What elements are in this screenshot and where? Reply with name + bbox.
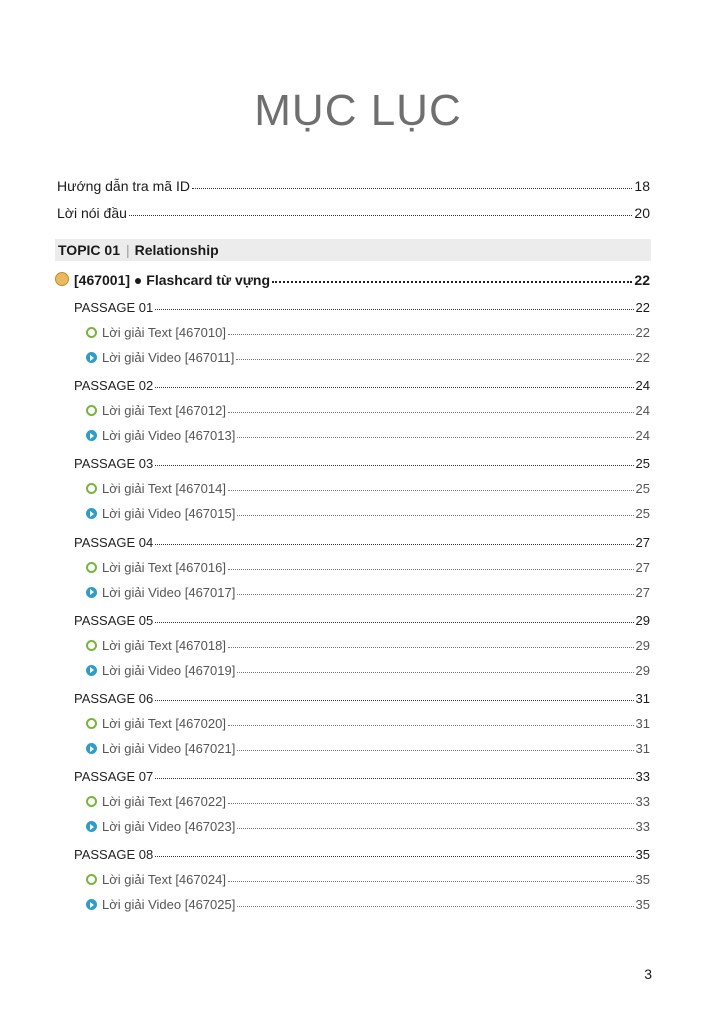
toc-entry-label: [467001] ● Flashcard từ vựng <box>55 271 270 288</box>
dot-leader <box>155 847 633 858</box>
dot-leader <box>272 271 632 284</box>
dot-leader <box>228 324 634 335</box>
toc-page-number: 29 <box>635 662 650 678</box>
toc-page-number: 24 <box>635 403 650 419</box>
toc-entry-passage[interactable] <box>74 456 650 471</box>
toc-entry-label: Lời nói đầu <box>57 205 127 221</box>
toc-page-number: 25 <box>635 481 650 497</box>
toc-entry-text-solution[interactable] <box>86 325 650 340</box>
text-solution-icon <box>86 327 97 338</box>
toc-page-number: 31 <box>635 716 650 731</box>
toc-page-number: 35 <box>635 847 650 863</box>
video-play-icon <box>86 899 97 910</box>
toc-entry-label: PASSAGE 03 <box>74 456 154 472</box>
toc-entry-text-solution[interactable] <box>86 403 650 418</box>
toc-entry-label: Lời giải Text [467018] <box>86 638 226 653</box>
dot-leader <box>155 299 633 310</box>
toc-page-number: 29 <box>635 612 650 628</box>
dot-leader <box>237 818 633 829</box>
topic-name: Relationship <box>134 242 219 258</box>
toc-entry-label: Lời giải Video [467015] <box>86 506 235 521</box>
text-solution-icon <box>86 562 97 573</box>
dot-leader <box>236 349 633 360</box>
toc-entry-label: Hướng dẫn tra mã ID <box>57 178 190 194</box>
dot-leader <box>155 534 633 545</box>
toc-entry-label: Lời giải Video [467011] <box>86 350 234 365</box>
toc-entry-passage[interactable] <box>74 535 650 550</box>
topic-separator: | <box>126 242 130 258</box>
dot-leader <box>155 456 633 467</box>
toc-page-number: 24 <box>635 428 650 444</box>
dot-leader <box>237 584 633 595</box>
toc-entry-label: Lời giải Video [467023] <box>86 819 235 834</box>
toc-page-number: 31 <box>635 741 650 756</box>
toc-entry-label: Lời giải Text [467012] <box>86 403 226 418</box>
video-play-icon <box>86 430 97 441</box>
toc-entry-text-solution[interactable] <box>86 716 650 731</box>
toc-entry-label: Lời giải Video [467017] <box>86 585 235 600</box>
text-solution-icon <box>86 796 97 807</box>
toc-entry-label: PASSAGE 05 <box>74 612 154 628</box>
dot-leader <box>155 768 633 779</box>
page-title: MỤC LỤC <box>254 86 462 135</box>
dot-leader <box>228 872 634 883</box>
video-play-icon <box>86 665 97 676</box>
toc-entry-label: Lời giải Video [467025] <box>86 897 235 912</box>
toc-page-number: 31 <box>635 691 650 706</box>
text-solution-icon <box>86 718 97 729</box>
toc-page-number: 22 <box>634 272 650 288</box>
text-solution-icon <box>86 483 97 494</box>
toc-entry-label: PASSAGE 04 <box>74 534 154 550</box>
toc-entry-label: Lời giải Video [467019] <box>86 663 235 678</box>
toc-page-number: 29 <box>635 637 650 653</box>
toc-entry-video-solution[interactable] <box>86 663 650 678</box>
video-play-icon <box>86 508 97 519</box>
toc-page-number: 22 <box>635 350 650 365</box>
toc-entry-label: PASSAGE 07 <box>74 769 154 785</box>
toc-entry-label: Lời giải Video [467013] <box>86 428 235 443</box>
dot-leader <box>228 715 634 726</box>
dot-leader <box>237 662 633 673</box>
toc-entry-label: PASSAGE 02 <box>74 378 154 394</box>
page-number: 3 <box>644 966 652 982</box>
topic-number: TOPIC 01 <box>58 242 120 258</box>
dot-leader <box>237 897 633 908</box>
toc-entry-label: Lời giải Text [467014] <box>86 481 226 496</box>
dot-leader <box>192 178 632 190</box>
toc-entry-label: Lời giải Text [467022] <box>86 794 226 809</box>
toc-entry-label: Lời giải Text [467010] <box>86 325 226 340</box>
toc-page-number: 33 <box>635 819 650 835</box>
toc-entry-id-guide[interactable] <box>57 178 650 194</box>
toc-entry-passage[interactable] <box>74 300 650 315</box>
dot-leader <box>237 427 633 438</box>
toc-entry-video-solution[interactable] <box>86 428 650 443</box>
video-play-icon <box>86 743 97 754</box>
toc-entry-label: Lời giải Video [467021] <box>86 741 235 756</box>
dot-leader <box>155 377 633 388</box>
dot-leader <box>129 205 633 217</box>
video-play-icon <box>86 352 97 363</box>
text-solution-icon <box>86 874 97 885</box>
dot-leader <box>228 559 634 570</box>
toc-entry-label: PASSAGE 06 <box>74 691 154 706</box>
toc-page-number: 20 <box>634 205 650 221</box>
dot-leader <box>155 690 633 701</box>
dot-leader <box>237 740 633 751</box>
toc-entry-preface[interactable] <box>57 205 650 221</box>
toc-entry-video-solution[interactable] <box>86 350 650 365</box>
toc-entry-passage[interactable] <box>74 691 650 706</box>
toc-entry-video-solution[interactable] <box>86 585 650 600</box>
toc-entry-video-solution[interactable] <box>86 819 650 834</box>
toc-page-number: 25 <box>635 456 650 472</box>
toc-entry-label: Lời giải Text [467024] <box>86 872 226 887</box>
toc-entry-text-solution[interactable] <box>86 481 650 496</box>
dot-leader <box>155 612 633 623</box>
toc-page-number: 35 <box>635 897 650 913</box>
text-solution-icon <box>86 640 97 651</box>
toc-entry-video-solution[interactable] <box>86 741 650 756</box>
toc-page-number: 27 <box>635 559 650 575</box>
toc-page-number: 22 <box>635 300 650 315</box>
dot-leader <box>228 793 634 804</box>
toc-entry-passage[interactable] <box>74 847 650 862</box>
toc-entry-video-solution[interactable] <box>86 897 650 912</box>
dot-leader <box>228 637 634 648</box>
toc-entry-label: Lời giải Text [467016] <box>86 560 226 575</box>
dot-leader <box>228 481 634 492</box>
topic-header <box>55 239 651 261</box>
video-play-icon <box>86 821 97 832</box>
text-solution-icon <box>86 405 97 416</box>
dot-leader <box>228 402 634 413</box>
dot-leader <box>237 506 633 517</box>
toc-page-number: 27 <box>635 584 650 600</box>
toc-page-number: 22 <box>635 325 650 340</box>
toc-entry-flashcard[interactable] <box>55 271 650 288</box>
toc-page-number: 35 <box>635 872 650 888</box>
toc-page-number: 27 <box>635 534 650 550</box>
toc-page-number: 18 <box>634 178 650 194</box>
flashcard-coin-icon <box>55 272 69 286</box>
toc-entry-text-solution[interactable] <box>86 560 650 575</box>
toc-page-number: 33 <box>635 769 650 785</box>
toc-entry-text-solution[interactable] <box>86 638 650 653</box>
toc-entry-passage[interactable] <box>74 769 650 784</box>
toc-entry-label: PASSAGE 01 <box>74 300 154 315</box>
toc-entry-text-solution[interactable] <box>86 794 650 809</box>
toc-page-number: 33 <box>635 794 650 810</box>
toc-entry-passage[interactable] <box>74 378 650 393</box>
toc-entry-video-solution[interactable] <box>86 506 650 521</box>
video-play-icon <box>86 587 97 598</box>
toc-entry-label: PASSAGE 08 <box>74 847 154 863</box>
toc-page-number: 24 <box>635 378 650 394</box>
toc-entry-text-solution[interactable] <box>86 872 650 887</box>
toc-entry-passage[interactable] <box>74 613 650 628</box>
toc-page-number: 25 <box>635 506 650 522</box>
toc-entry-label: Lời giải Text [467020] <box>86 716 226 731</box>
